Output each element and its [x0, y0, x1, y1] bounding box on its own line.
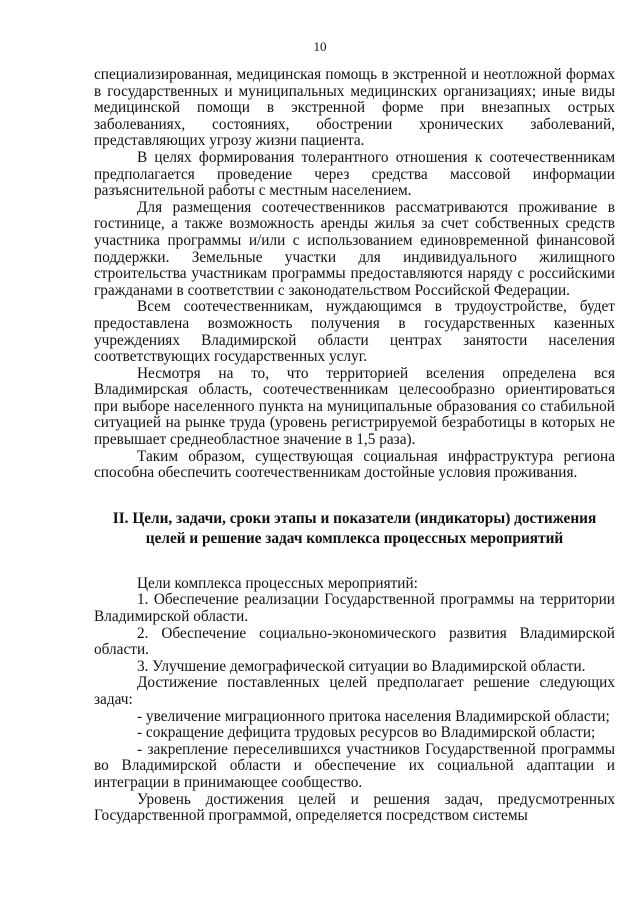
tasks-intro: Достижение поставленных целей предполагает решение следующих задач:	[94, 674, 615, 708]
goal-item: 2. Обеспечение социально-экономического развития Владимирской области.	[94, 624, 615, 659]
paragraph-infrastructure: Таким образом, существующая социальная инфраструктура региона способна обеспечить соотечественникам достойные условия проживания.	[94, 447, 615, 482]
paragraph-medical-care: специализированная, медицинская помощь в экстренной и неотложной формах в государственных и муниципальных медицинских организациях; иные виды медицинской помощи в экстренной форме при внезапных острых заболеваниях, состояниях, обострении хронических заболеваний, представляющих угрозу жизни пациента.	[94, 66, 615, 150]
task-item: - увеличение миграционного притока населения Владимирской области;	[137, 707, 610, 725]
closing-paragraph: Уровень достижения целей и решения задач, предусмотренных Государственной программой, определяется посредством системы	[94, 790, 615, 825]
paragraph-housing: Для размещения соотечественников рассматриваются проживание в гостинице, а также возможность аренды жилья за счет собственных средств участника программы и/или с использованием единовременной финансовой поддержки. Земельные участки для индивидуального жилищного строительства участникам программы предоставляются наряду с российскими гражданами в соответствии с законодательством Российской Федерации.	[94, 198, 615, 299]
paragraph-territory: Несмотря на то, что территорией вселения определена вся Владимирская область, соотечественникам целесообразно ориентироваться при выборе населенного пункта на муниципальные образования со стабильной ситуацией на рынке труда (уровень регистрируемой безработицы в которых не превышает среднеобластное значение в 1,5 раза).	[94, 364, 615, 449]
goal-item: 1. Обеспечение реализации Государственной программы на территории Владимирской области.	[94, 591, 615, 626]
task-item: - сокращение дефицита трудовых ресурсов во Владимирской области;	[137, 724, 596, 742]
section-heading: II. Цели, задачи, сроки этапы и показатели (индикаторы) достижения целей и решение задач комплекса процессных мероприятий	[112, 509, 597, 547]
task-item: - закрепление переселившихся участников Государственной программы во Владимирской области и обеспечение их социальной адаптации и интеграции в принимающее сообщество.	[94, 740, 615, 791]
goal-item: 3. Улучшение демографической ситуации во Владимирской области.	[137, 657, 586, 675]
body-text	[94, 67, 615, 825]
paragraph-employment: Всем соотечественникам, нуждающимся в трудоустройстве, будет предоставлена возможность получения в государственных казенных учреждениях Владимирской области центрах занятости населения соответствующих государственных услуг.	[94, 298, 615, 366]
paragraph-tolerance: В целях формирования толерантного отношения к соотечественникам предполагается проведение через средства массовой информации разъяснительной работы с местным населением.	[94, 148, 615, 200]
goals-intro: Цели комплекса процессных мероприятий:	[137, 574, 418, 592]
page-number: 10	[313, 39, 327, 54]
